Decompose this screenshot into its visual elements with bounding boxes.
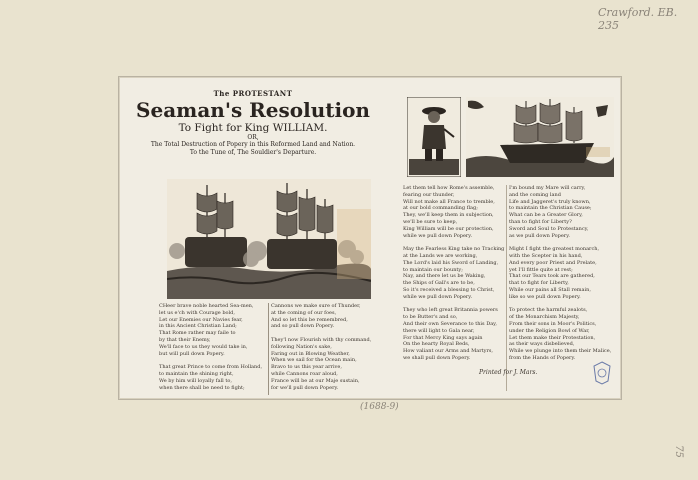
verse-column-1: CHeer brave noble hearted Sea-men, let us e'ch with Courage bold, Let our Enemies our Navies fear, in this Ancient Christian Land; That Rome rather may faile to by that their Enemy, We'll face to us they would take in, but will pull down Popery. That great Prince to come from Holland, to maintain the shining right, We by him will loyally fall to, when there shall be need to fight; [159,303,263,391]
verse-column-2: Cannons we make sure of Thunder, at the coming of our foes, And so let this be remembred, and so pull down Popery. They'l now Flourish with thy command, following Nation's sake, Faring out in Blowing Weather, When we sail for the Ocean main, Bravo to us this year arrive, while Cannons roar aloud, France will be at our Maje sustain, for we'll pull down Popery. [271,303,372,391]
sailor-figure-woodcut [407,97,461,177]
verse-column-4: I'm bound my Mare will carry, and the coming land Life and Jaggeret's truly known, to maintain the Christian Cause; What can be a Greater Glory, than to fight for Liberty? Sword and Soul to Protestancy, as we pull down Popery. Might I fight the greatest monarch, with the Scepter in his hand, And every poor Priest and Prelate, yet I'll fittle quite at rest; That our Tears took are gathered, that to fight for Liberty, While our pains all Stall remain, like so we pull down Popery. To protect the harmful zealots, of the Monarchism Majesty, From their sons in Moor's Politics, under the Religion Bowl of War, Let them make their Protestation, as their ways disbelieved, While we plunge into them their Malice, from the Hands of Popery. [509,185,612,361]
printer-imprint: Printed for J. Mars. [479,369,538,376]
ship-woodcut [466,97,614,177]
column-divider [268,303,269,395]
broadside-sheet [118,76,622,400]
description: The Total Destruction of Popery in this Reformed Land and Nation. [150,141,356,148]
subtitle: To Fight for King WILLIAM. [178,122,328,134]
pretitle: The PROTESTANT [213,89,293,98]
tune-line: To the Tune of, The Souldier's Departure. [189,149,317,156]
or-word: OR, [247,134,259,141]
naval-battle-woodcut [167,179,371,299]
verse-column-3: Let them tell how Rome's assemble, fearing our thunder, Will not make all France to tremble, at our bold commanding flag; They, we'll keep them in subjection, we'll be sure to keep, King William will be our protection, while we pull down Popery. May the Fearless King take no Tracking at the Lands we are working, The Lord's laid his Sword of Landing, to maintain our bounty; Nay, and there let us be Waking, the Ships of Gall's are to be, So it's received a blessing to Christ, while we pull down Popery. They who left great Britannia powers to be Butter's and so, And their own Severance to this Day, there will light to Gala near, For that Mercy King says again On the hearty Royal Beds, How valiant our Arms and Martyrs, we shall pull down Popery. [403,185,505,361]
pencil-reference: Crawford. EB. 235 [598,6,678,32]
column-divider-right [506,185,507,391]
title-block [127,89,379,157]
main-title: Seaman's Resolution [136,98,370,122]
library-stamp-icon [593,361,611,385]
pencil-side-number: 75 [672,445,684,458]
pencil-date: (1688-9) [360,402,399,412]
